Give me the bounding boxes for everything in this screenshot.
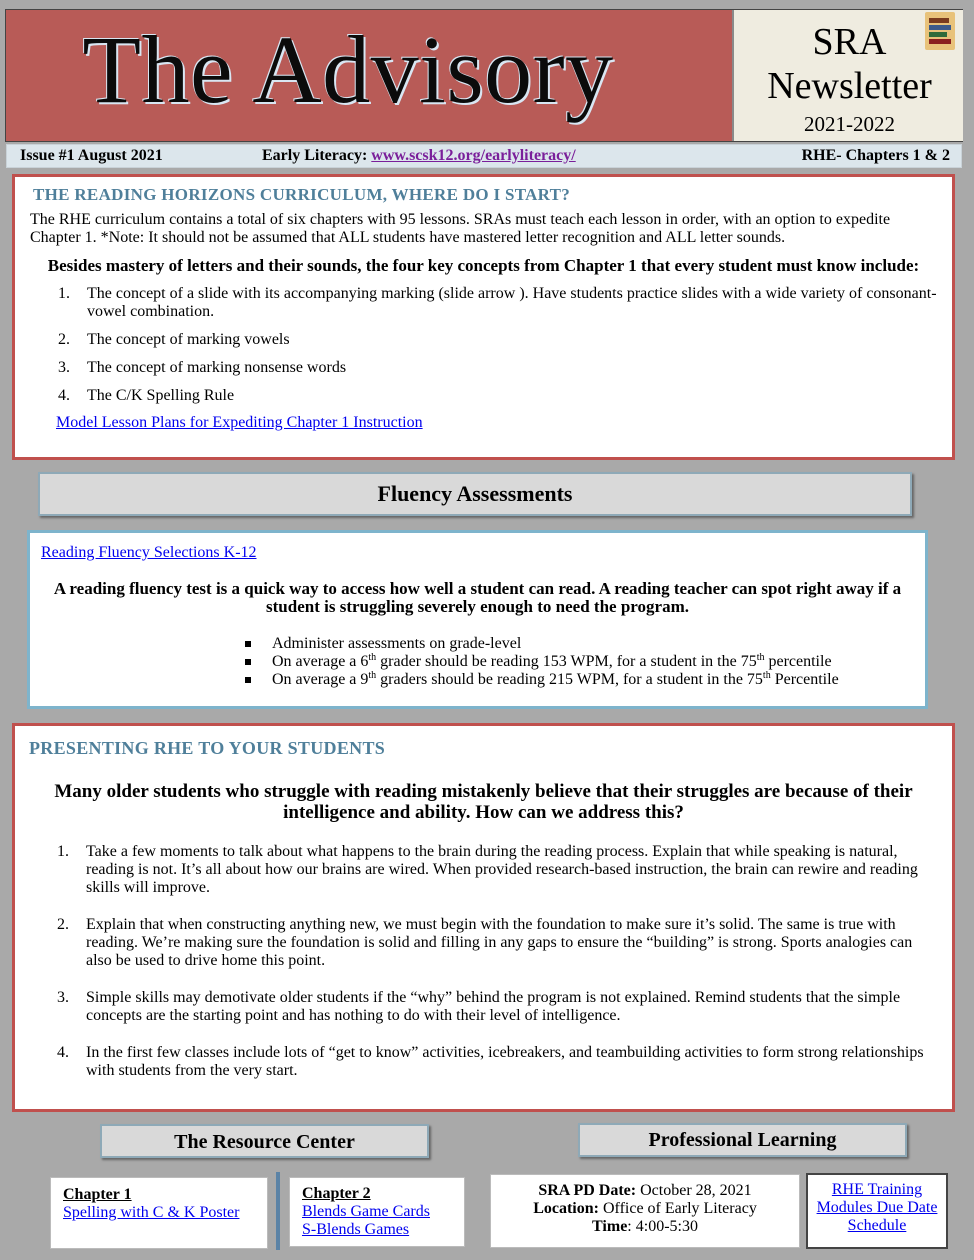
s-blends-games-link[interactable]: S-Blends Games: [302, 1221, 410, 1238]
list-item: Administer assessments on grade-level: [272, 635, 914, 653]
list-item: 1. The concept of a slide with its accompanying marking (slide arrow ). Have students practice slides with a wide variety of consonant- vowel combination.: [58, 285, 937, 320]
early-literacy: [262, 145, 576, 167]
list-item: 4. In the first few classes include lots of “get to know” activities, icebreakers, and teambuilding activities to form strong relationships with students from the very start.: [57, 1044, 924, 1079]
issue-label: Issue #1 August 2021: [20, 147, 163, 164]
rhe-training-box: [806, 1173, 948, 1249]
list-item: 2. Explain that when constructing anything new, we must begin with the foundation to make sure it’s solid. The same is true with reading. We’re making sure the foundation is solid and filling in any gaps to ensure the “building” is strong. Sports analogies can also be used to drive home this point.: [57, 916, 913, 969]
list-item: 3. The concept of marking nonsense words: [58, 359, 347, 376]
chapter-1-resources: [50, 1177, 268, 1249]
divider: [276, 1172, 280, 1250]
resource-center-title: The Resource Center: [100, 1124, 429, 1158]
chapter-2-resources: [289, 1177, 465, 1247]
chapters-label: RHE- Chapters 1 & 2: [801, 147, 950, 164]
early-literacy-label: Early Literacy:: [262, 147, 372, 164]
older-students-statement: Many older students who struggle with reading mistakenly believe that their struggles are because of their intelligence and ability. How can we address this?: [54, 781, 913, 823]
fluency-bullets: [272, 635, 914, 689]
pd-time: Time: 4:00-5:30: [592, 1218, 698, 1235]
pd-details: [490, 1174, 800, 1248]
professional-learning-title: Professional Learning: [578, 1123, 907, 1157]
spelling-ck-poster-link[interactable]: Spelling with C & K Poster: [63, 1204, 240, 1221]
list-item: 4. The C/K Spelling Rule: [58, 387, 235, 404]
fluency-section: [27, 530, 928, 709]
section-heading: PRESENTING RHE TO YOUR STUDENTS: [29, 738, 386, 758]
sra-newsletter-box: [732, 10, 963, 141]
rhe-training-schedule-link[interactable]: RHE Training Modules Due Date Schedule: [816, 1181, 938, 1234]
reading-horizons-section: [12, 174, 955, 460]
info-bar: [6, 144, 962, 168]
list-item: 2. The concept of marking vowels: [58, 331, 290, 348]
key-concepts-statement: Besides mastery of letters and their sounds, the four key concepts from Chapter 1 that every student must know include:: [47, 256, 920, 275]
section-heading: THE READING HORIZONS CURRICULUM, WHERE DO I START?: [33, 185, 571, 204]
list-item: On average a 6th grader should be reading 153 WPM, for a student in the 75th percentile: [272, 653, 914, 671]
pd-location: Location: Office of Early Literacy: [533, 1200, 757, 1217]
intro-paragraph: The RHE curriculum contains a total of six chapters with 95 lessons. SRAs must teach each lesson in order, with an option to expedite Chapter 1. *Note: It should not be assumed that ALL students have mastered letter recognition and ALL letter sounds.: [30, 211, 891, 246]
school-years: 2021-2022: [804, 112, 895, 136]
chapter-1-title: Chapter 1: [63, 1186, 132, 1203]
pd-date: SRA PD Date: October 28, 2021: [538, 1182, 752, 1199]
newsletter-label: Newsletter: [767, 65, 932, 107]
model-lesson-plans-link[interactable]: Model Lesson Plans for Expediting Chapter 1 Instruction: [56, 414, 423, 431]
list-item: 1. Take a few moments to talk about what happens to the brain during the reading process. Explain that while speaking is natural, reading is not. It’s all about how our brains are wired. When provided research-based instruction, the brain can rewire and reading skills will improve.: [57, 843, 918, 896]
chapter-2-title: Chapter 2: [302, 1185, 371, 1202]
presenting-rhe-section: [12, 723, 955, 1112]
list-item: On average a 9th graders should be reading 215 WPM, for a student in the 75th Percentile: [272, 671, 914, 689]
strategies-list: [29, 843, 938, 1080]
masthead: [5, 9, 963, 142]
list-item: 3. Simple skills may demotivate older students if the “why” behind the program is not explained. Remind students that the simple concepts are the starting point and has nothing to do with their level of intelligence.: [57, 989, 901, 1024]
key-concepts-list: [30, 285, 937, 405]
reading-fluency-selections-link[interactable]: Reading Fluency Selections K-12: [41, 544, 257, 561]
blends-game-cards-link[interactable]: Blends Game Cards: [302, 1203, 430, 1220]
sra-label: SRA: [812, 21, 887, 63]
newsletter-title: The Advisory: [82, 16, 614, 123]
fluency-statement: A reading fluency test is a quick way to access how well a student can read. A reading teacher can spot right away if a student is struggling severely enough to need the program.: [53, 579, 902, 616]
early-literacy-link[interactable]: www.scsk12.org/earlyliteracy/: [371, 147, 576, 164]
fluency-assessments-title: Fluency Assessments: [38, 472, 912, 516]
